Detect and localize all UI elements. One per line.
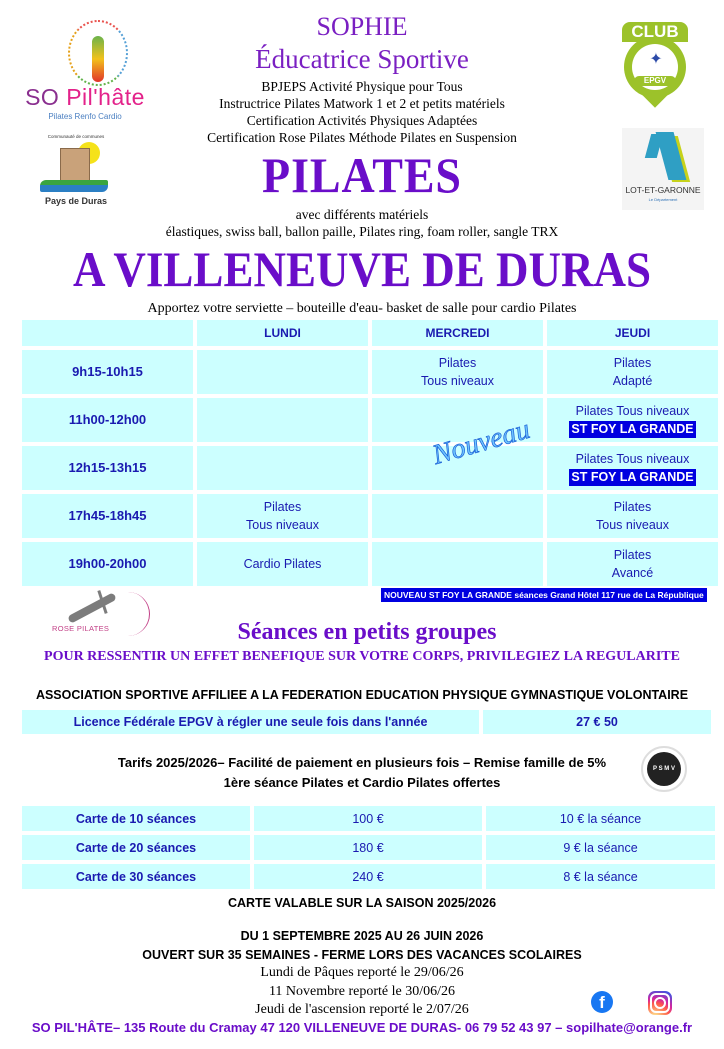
- groups-title: Séances en petits groupes: [237, 619, 497, 645]
- table-header-lundi: LUNDI: [197, 320, 368, 346]
- lot-name: LOT-ET-GARONNE: [625, 185, 701, 195]
- schedule-cell: Pilates Tous niveaux: [197, 494, 368, 538]
- schedule-cell: [197, 350, 368, 394]
- instagram-lens: [654, 997, 666, 1009]
- tarifs-offer: 1ère séance Pilates et Cardio Pilates offertes: [223, 775, 501, 790]
- bring-items-note: Apportez votre serviette – bouteille d'eau- basket de salle pour cardio Pilates: [147, 301, 577, 316]
- nouveau-stamp: Nouveau: [429, 413, 534, 472]
- schedule-cell: [372, 542, 543, 586]
- season-dates: DU 1 SEPTEMBRE 2025 AU 26 JUIN 2026: [240, 929, 484, 943]
- psm-badge-label: P S M V: [647, 752, 681, 786]
- price-card-total: 240 €: [254, 864, 482, 889]
- price-card-total: 100 €: [254, 806, 482, 831]
- location-tag: ST FOY LA GRANDE: [571, 470, 694, 484]
- card-validity: CARTE VALABLE SUR LA SAISON 2025/2026: [227, 896, 497, 910]
- table-header-jeudi: JEUDI: [547, 320, 718, 346]
- holiday-note: Jeudi de l'ascension reporté le 2/07/26: [255, 1002, 469, 1017]
- so-pilhate-tagline: Pilates Renfo Cardio: [48, 112, 122, 121]
- schedule-cell: Pilates Avancé: [547, 542, 718, 586]
- time-slot: 19h00-20h00: [22, 542, 193, 586]
- instructor-name: SOPHIE: [316, 12, 408, 41]
- price-card-total: 180 €: [254, 835, 482, 860]
- psm-badge-logo: [641, 746, 687, 792]
- duras-name: Pays de Duras: [44, 196, 108, 206]
- certification-line: Certification Activités Physiques Adaptées: [246, 113, 478, 128]
- certification-line: BPJEPS Activité Physique pour Tous: [261, 79, 463, 94]
- time-slot: 17h45-18h45: [22, 494, 193, 538]
- time-slot: 9h15-10h15: [22, 350, 193, 394]
- price-card-unit: 8 € la séance: [486, 864, 715, 889]
- schedule-cell: Pilates Tous niveaux: [372, 350, 543, 394]
- price-card-unit: 9 € la séance: [486, 835, 715, 860]
- schedule-cell: Pilates Tous niveaux: [547, 494, 718, 538]
- page-title: PILATES: [262, 147, 462, 203]
- licence-row: [22, 710, 711, 734]
- club-label: CLUB: [622, 22, 688, 42]
- equipment-intro: avec différents matériels: [295, 207, 429, 222]
- equipment-list: élastiques, swiss ball, ballon paille, Pilates ring, foam roller, sangle TRX: [165, 224, 559, 239]
- facebook-icon[interactable]: f: [591, 991, 613, 1013]
- certification-line: Instructrice Pilates Matwork 1 et 2 et petits matériels: [219, 96, 505, 111]
- price-card-label: Carte de 10 séances: [22, 806, 250, 831]
- schedule-cell: [197, 446, 368, 490]
- duras-top-label: Communauté de communes: [47, 134, 105, 139]
- table-header: [22, 320, 193, 346]
- table-header-mercredi: MERCREDI: [372, 320, 543, 346]
- licence-label: Licence Fédérale EPGV à régler une seule fois dans l'année: [22, 710, 479, 734]
- schedule-cell: [372, 494, 543, 538]
- instagram-icon[interactable]: [648, 991, 672, 1015]
- price-card-label: Carte de 20 séances: [22, 835, 250, 860]
- schedule-cell: Cardio Pilates: [197, 542, 368, 586]
- so-pilhate-brand: SO Pil'hâte: [25, 84, 145, 110]
- certification-line: Certification Rose Pilates Méthode Pilates en Suspension: [207, 130, 517, 145]
- gymnast-icon: ✦: [649, 51, 663, 68]
- town-title: A VILLENEUVE DE DURAS: [72, 241, 652, 297]
- groups-subtitle: POUR RESSENTIR UN EFFET BENEFIQUE SUR VOTRE CORPS, PRIVILEGIEZ LA REGULARITE: [44, 649, 680, 664]
- lot-tagline: Le Département: [648, 197, 678, 202]
- schedule-cell: Pilates Tous niveaux ST FOY LA GRANDE: [547, 398, 718, 442]
- location-tag: ST FOY LA GRANDE: [571, 422, 694, 436]
- time-slot: 11h00-12h00: [22, 398, 193, 442]
- holiday-note: Lundi de Pâques reporté le 29/06/26: [260, 965, 464, 980]
- price-card-unit: 10 € la séance: [486, 806, 715, 831]
- licence-price: 27 € 50: [483, 710, 711, 734]
- holiday-note: 11 Novembre reporté le 30/06/26: [268, 984, 456, 999]
- tarifs-info: [0, 753, 724, 793]
- schedule-cell: [197, 398, 368, 442]
- time-slot: 12h15-13h15: [22, 446, 193, 490]
- schedule-table: [22, 320, 712, 586]
- instructor-role: Éducatrice Sportive: [255, 44, 469, 74]
- price-table: [22, 806, 711, 889]
- association-heading: ASSOCIATION SPORTIVE AFFILIEE A LA FEDERATION EDUCATION PHYSIQUE GYMNASTIQUE VOLONTAIRE: [35, 688, 689, 702]
- footer-contact: SO PIL'HÂTE– 135 Route du Cramay 47 120 VILLENEUVE DE DURAS- 06 79 52 43 97 – sopilhate@orange.fr: [31, 1020, 693, 1035]
- season-weeks: OUVERT SUR 35 SEMAINES - FERME LORS DES VACANCES SCOLAIRES: [142, 948, 582, 962]
- price-card-label: Carte de 30 séances: [22, 864, 250, 889]
- new-location-notice: NOUVEAU ST FOY LA GRANDE séances Grand Hôtel 117 rue de La République: [381, 588, 707, 602]
- schedule-cell: Pilates Tous niveaux ST FOY LA GRANDE: [547, 446, 718, 490]
- epgv-label: EPGV: [634, 76, 676, 86]
- tarifs-line: Tarifs 2025/2026– Facilité de paiement en plusieurs fois – Remise famille de 5%: [117, 755, 607, 770]
- schedule-cell: Pilates Adapté: [547, 350, 718, 394]
- rose-pilates-label: ROSE PILATES: [52, 624, 110, 633]
